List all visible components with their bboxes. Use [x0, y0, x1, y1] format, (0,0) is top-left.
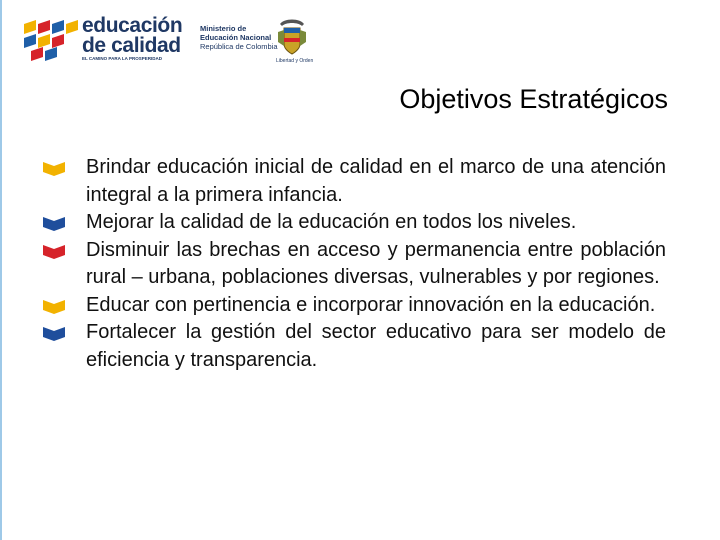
logo-wordmark — [82, 16, 182, 56]
ministry-line1: Ministerio de — [200, 24, 247, 33]
objective-text: Disminuir las brechas en acceso y permanencia entre población rural – urbana, poblaciones diversas, vulnerables y por regiones. — [86, 238, 666, 288]
objective-item — [42, 292, 666, 320]
cubes-logo-icon — [22, 18, 78, 62]
logo-line2: de calidad — [82, 34, 181, 57]
colombia-coat-of-arms-icon — [274, 16, 310, 62]
objective-text: Fortalecer la gestión del sector educativo para ser modelo de eficiencia y transparencia. — [86, 321, 666, 371]
objective-item — [42, 237, 666, 292]
ministry-line3: República de Colombia — [200, 42, 278, 51]
logo-line1: educación — [82, 14, 183, 37]
open-book-bullet-icon — [42, 243, 66, 259]
left-edge-rule — [0, 0, 2, 540]
objective-item — [42, 154, 666, 209]
educacion-de-calidad-logo — [22, 14, 182, 64]
objective-item — [42, 319, 666, 374]
ministry-line2: Educación Nacional — [200, 33, 272, 42]
open-book-bullet-icon — [42, 325, 66, 341]
objective-text: Mejorar la calidad de la educación en todos los niveles. — [86, 211, 577, 233]
logo-tagline: EL CAMINO PARA LA PROSPERIDAD — [82, 56, 163, 61]
open-book-bullet-icon — [42, 215, 66, 231]
open-book-bullet-icon — [42, 160, 66, 176]
objective-text: Educar con pertinencia e incorporar innovación en la educación. — [86, 293, 656, 316]
page-title: Objetivos Estratégicos — [399, 84, 668, 114]
seal-caption: Libertad y Orden — [276, 58, 314, 64]
objective-text: Brindar educación inicial de calidad en el marco de una atención integral a la primera infancia. — [86, 156, 666, 206]
open-book-bullet-icon — [42, 298, 66, 314]
ministry-name — [200, 24, 278, 51]
objective-item — [42, 209, 666, 237]
objectives-list — [42, 154, 666, 374]
